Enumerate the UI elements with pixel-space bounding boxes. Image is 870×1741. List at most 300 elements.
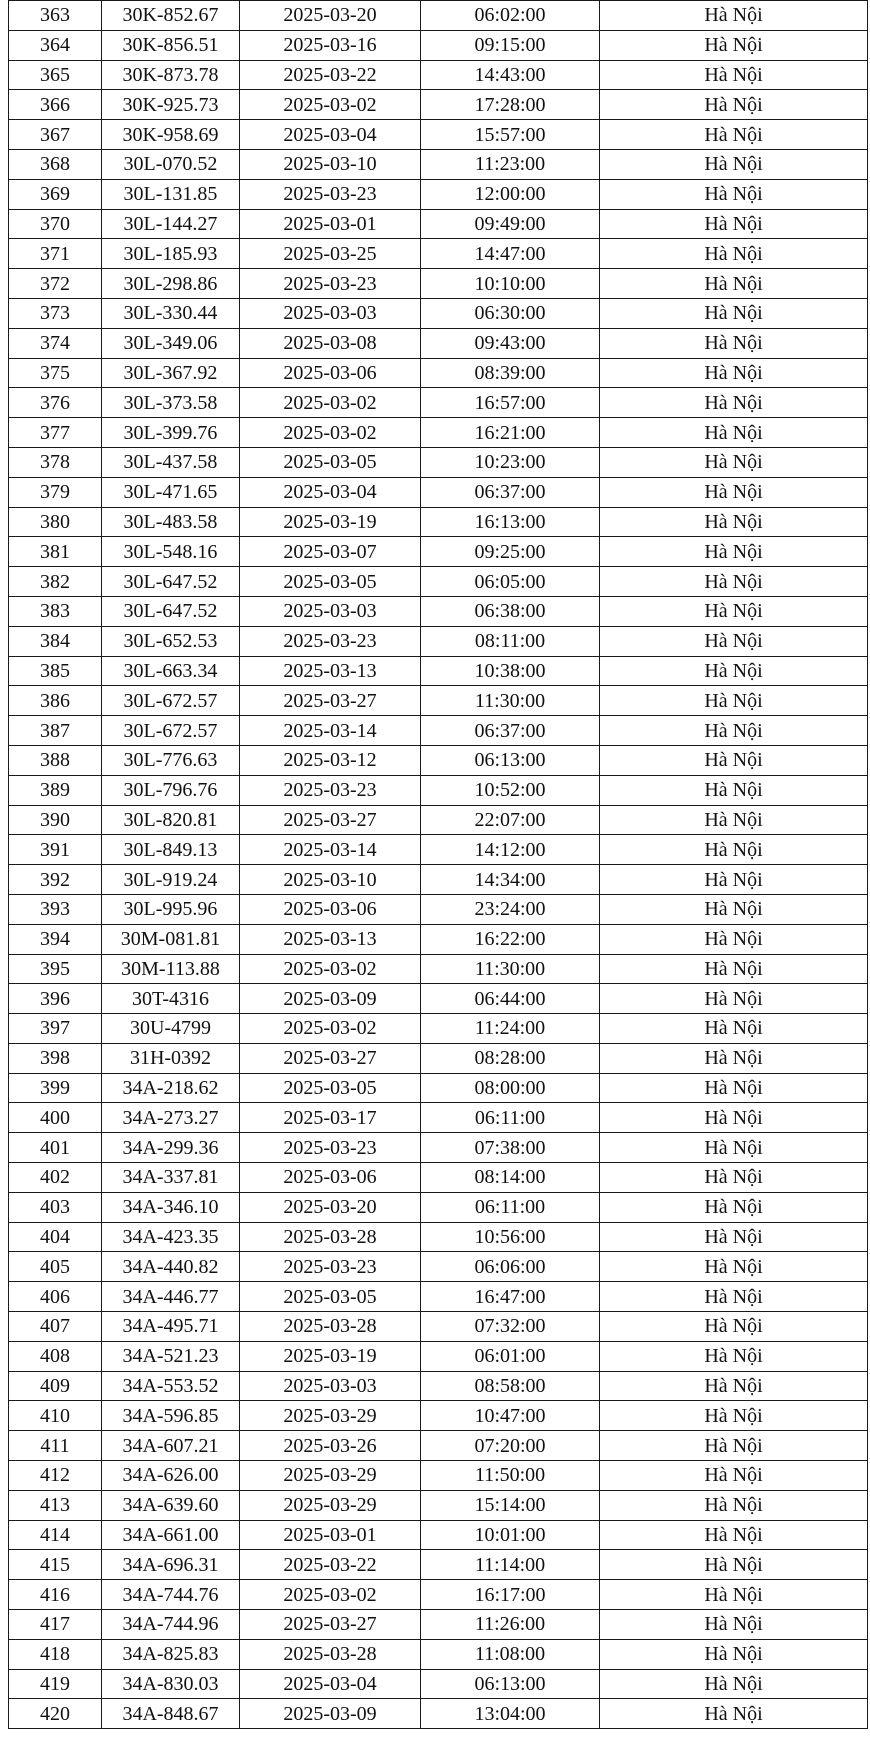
cell-time: 10:56:00 bbox=[421, 1222, 600, 1252]
cell-plate-number: 30U-4799 bbox=[102, 1014, 240, 1044]
cell-time: 14:47:00 bbox=[421, 239, 600, 269]
table-row bbox=[9, 1252, 868, 1282]
cell-index: 383 bbox=[9, 596, 102, 626]
cell-location: Hà Nội bbox=[600, 1490, 868, 1520]
cell-location: Hà Nội bbox=[600, 358, 868, 388]
cell-index: 407 bbox=[9, 1312, 102, 1342]
cell-time: 06:38:00 bbox=[421, 596, 600, 626]
cell-location: Hà Nội bbox=[600, 1550, 868, 1580]
cell-index: 380 bbox=[9, 507, 102, 537]
cell-date: 2025-03-23 bbox=[240, 269, 421, 299]
cell-plate-number: 30T-4316 bbox=[102, 984, 240, 1014]
cell-index: 376 bbox=[9, 388, 102, 418]
cell-plate-number: 30L-672.57 bbox=[102, 716, 240, 746]
table-row bbox=[9, 1312, 868, 1342]
cell-plate-number: 30L-330.44 bbox=[102, 298, 240, 328]
cell-plate-number: 30L-849.13 bbox=[102, 835, 240, 865]
cell-plate-number: 30L-471.65 bbox=[102, 477, 240, 507]
cell-location: Hà Nội bbox=[600, 1669, 868, 1699]
cell-plate-number: 34A-346.10 bbox=[102, 1192, 240, 1222]
table-row bbox=[9, 1490, 868, 1520]
cell-date: 2025-03-04 bbox=[240, 1669, 421, 1699]
cell-index: 399 bbox=[9, 1073, 102, 1103]
cell-index: 403 bbox=[9, 1192, 102, 1222]
cell-location: Hà Nội bbox=[600, 1371, 868, 1401]
cell-index: 379 bbox=[9, 477, 102, 507]
cell-index: 378 bbox=[9, 447, 102, 477]
cell-time: 06:13:00 bbox=[421, 745, 600, 775]
cell-location: Hà Nội bbox=[600, 1401, 868, 1431]
cell-date: 2025-03-07 bbox=[240, 537, 421, 567]
cell-date: 2025-03-29 bbox=[240, 1490, 421, 1520]
cell-location: Hà Nội bbox=[600, 149, 868, 179]
cell-index: 401 bbox=[9, 1133, 102, 1163]
cell-time: 22:07:00 bbox=[421, 805, 600, 835]
cell-plate-number: 34A-661.00 bbox=[102, 1520, 240, 1550]
cell-date: 2025-03-20 bbox=[240, 1192, 421, 1222]
cell-index: 412 bbox=[9, 1461, 102, 1491]
cell-index: 417 bbox=[9, 1610, 102, 1640]
cell-plate-number: 30L-672.57 bbox=[102, 686, 240, 716]
cell-time: 16:13:00 bbox=[421, 507, 600, 537]
cell-index: 406 bbox=[9, 1282, 102, 1312]
table-row bbox=[9, 1461, 868, 1491]
cell-time: 06:44:00 bbox=[421, 984, 600, 1014]
cell-plate-number: 30L-483.58 bbox=[102, 507, 240, 537]
cell-location: Hà Nội bbox=[600, 209, 868, 239]
cell-time: 23:24:00 bbox=[421, 894, 600, 924]
table-row bbox=[9, 1014, 868, 1044]
cell-date: 2025-03-28 bbox=[240, 1639, 421, 1669]
cell-date: 2025-03-13 bbox=[240, 656, 421, 686]
violation-table bbox=[8, 0, 868, 1729]
table-row bbox=[9, 358, 868, 388]
table-row bbox=[9, 507, 868, 537]
cell-date: 2025-03-23 bbox=[240, 1133, 421, 1163]
cell-index: 388 bbox=[9, 745, 102, 775]
table-row bbox=[9, 269, 868, 299]
cell-time: 06:11:00 bbox=[421, 1103, 600, 1133]
cell-plate-number: 30L-548.16 bbox=[102, 537, 240, 567]
table-row bbox=[9, 716, 868, 746]
cell-index: 420 bbox=[9, 1699, 102, 1729]
cell-date: 2025-03-04 bbox=[240, 477, 421, 507]
cell-plate-number: 30K-852.67 bbox=[102, 1, 240, 31]
cell-time: 15:14:00 bbox=[421, 1490, 600, 1520]
cell-plate-number: 34A-596.85 bbox=[102, 1401, 240, 1431]
cell-plate-number: 30L-070.52 bbox=[102, 149, 240, 179]
cell-index: 386 bbox=[9, 686, 102, 716]
cell-plate-number: 34A-521.23 bbox=[102, 1341, 240, 1371]
cell-time: 06:05:00 bbox=[421, 567, 600, 597]
cell-index: 395 bbox=[9, 954, 102, 984]
cell-plate-number: 31H-0392 bbox=[102, 1043, 240, 1073]
cell-time: 16:47:00 bbox=[421, 1282, 600, 1312]
cell-index: 392 bbox=[9, 865, 102, 895]
cell-index: 374 bbox=[9, 328, 102, 358]
cell-plate-number: 34A-848.67 bbox=[102, 1699, 240, 1729]
cell-plate-number: 34A-218.62 bbox=[102, 1073, 240, 1103]
cell-time: 09:25:00 bbox=[421, 537, 600, 567]
cell-plate-number: 30L-919.24 bbox=[102, 865, 240, 895]
cell-index: 364 bbox=[9, 30, 102, 60]
cell-location: Hà Nội bbox=[600, 745, 868, 775]
cell-time: 11:14:00 bbox=[421, 1550, 600, 1580]
cell-location: Hà Nội bbox=[600, 30, 868, 60]
cell-plate-number: 34A-626.00 bbox=[102, 1461, 240, 1491]
cell-location: Hà Nội bbox=[600, 477, 868, 507]
cell-location: Hà Nội bbox=[600, 954, 868, 984]
cell-index: 367 bbox=[9, 120, 102, 150]
table-row bbox=[9, 60, 868, 90]
cell-plate-number: 30L-663.34 bbox=[102, 656, 240, 686]
cell-index: 419 bbox=[9, 1669, 102, 1699]
cell-location: Hà Nội bbox=[600, 1133, 868, 1163]
cell-date: 2025-03-27 bbox=[240, 686, 421, 716]
cell-index: 413 bbox=[9, 1490, 102, 1520]
cell-location: Hà Nội bbox=[600, 1222, 868, 1252]
cell-time: 08:39:00 bbox=[421, 358, 600, 388]
cell-time: 10:01:00 bbox=[421, 1520, 600, 1550]
table-row bbox=[9, 1103, 868, 1133]
cell-time: 15:57:00 bbox=[421, 120, 600, 150]
cell-time: 10:47:00 bbox=[421, 1401, 600, 1431]
table-row bbox=[9, 656, 868, 686]
cell-plate-number: 34A-423.35 bbox=[102, 1222, 240, 1252]
table-row bbox=[9, 90, 868, 120]
cell-time: 08:00:00 bbox=[421, 1073, 600, 1103]
cell-time: 09:15:00 bbox=[421, 30, 600, 60]
cell-plate-number: 30L-995.96 bbox=[102, 894, 240, 924]
cell-date: 2025-03-22 bbox=[240, 60, 421, 90]
cell-time: 10:52:00 bbox=[421, 775, 600, 805]
cell-time: 06:37:00 bbox=[421, 477, 600, 507]
table-row bbox=[9, 418, 868, 448]
cell-index: 400 bbox=[9, 1103, 102, 1133]
table-row bbox=[9, 1, 868, 31]
cell-time: 16:17:00 bbox=[421, 1580, 600, 1610]
cell-date: 2025-03-22 bbox=[240, 1550, 421, 1580]
cell-index: 373 bbox=[9, 298, 102, 328]
table-row bbox=[9, 149, 868, 179]
cell-date: 2025-03-29 bbox=[240, 1401, 421, 1431]
cell-date: 2025-03-13 bbox=[240, 924, 421, 954]
cell-time: 16:21:00 bbox=[421, 418, 600, 448]
cell-index: 409 bbox=[9, 1371, 102, 1401]
cell-plate-number: 30K-958.69 bbox=[102, 120, 240, 150]
cell-plate-number: 34A-273.27 bbox=[102, 1103, 240, 1133]
cell-index: 387 bbox=[9, 716, 102, 746]
cell-plate-number: 34A-696.31 bbox=[102, 1550, 240, 1580]
cell-index: 377 bbox=[9, 418, 102, 448]
cell-plate-number: 34A-299.36 bbox=[102, 1133, 240, 1163]
cell-date: 2025-03-16 bbox=[240, 30, 421, 60]
cell-time: 11:30:00 bbox=[421, 686, 600, 716]
cell-time: 17:28:00 bbox=[421, 90, 600, 120]
cell-time: 11:50:00 bbox=[421, 1461, 600, 1491]
table-row bbox=[9, 1520, 868, 1550]
cell-location: Hà Nội bbox=[600, 1, 868, 31]
table-row bbox=[9, 1371, 868, 1401]
table-row bbox=[9, 447, 868, 477]
cell-index: 415 bbox=[9, 1550, 102, 1580]
cell-time: 06:30:00 bbox=[421, 298, 600, 328]
cell-time: 11:26:00 bbox=[421, 1610, 600, 1640]
cell-location: Hà Nội bbox=[600, 865, 868, 895]
cell-time: 14:12:00 bbox=[421, 835, 600, 865]
cell-index: 416 bbox=[9, 1580, 102, 1610]
cell-plate-number: 30L-820.81 bbox=[102, 805, 240, 835]
cell-index: 375 bbox=[9, 358, 102, 388]
cell-index: 372 bbox=[9, 269, 102, 299]
cell-plate-number: 30L-399.76 bbox=[102, 418, 240, 448]
cell-date: 2025-03-26 bbox=[240, 1431, 421, 1461]
table-body bbox=[9, 1, 868, 1729]
cell-index: 397 bbox=[9, 1014, 102, 1044]
cell-time: 06:06:00 bbox=[421, 1252, 600, 1282]
table-row bbox=[9, 30, 868, 60]
cell-date: 2025-03-28 bbox=[240, 1222, 421, 1252]
cell-location: Hà Nội bbox=[600, 388, 868, 418]
cell-index: 418 bbox=[9, 1639, 102, 1669]
cell-date: 2025-03-02 bbox=[240, 418, 421, 448]
cell-index: 363 bbox=[9, 1, 102, 31]
cell-index: 408 bbox=[9, 1341, 102, 1371]
cell-index: 402 bbox=[9, 1163, 102, 1193]
cell-plate-number: 30L-796.76 bbox=[102, 775, 240, 805]
table-row bbox=[9, 1163, 868, 1193]
table-row bbox=[9, 298, 868, 328]
cell-plate-number: 30K-925.73 bbox=[102, 90, 240, 120]
cell-location: Hà Nội bbox=[600, 1192, 868, 1222]
cell-time: 08:11:00 bbox=[421, 626, 600, 656]
cell-location: Hà Nội bbox=[600, 1520, 868, 1550]
cell-plate-number: 30L-144.27 bbox=[102, 209, 240, 239]
cell-plate-number: 30L-298.86 bbox=[102, 269, 240, 299]
cell-date: 2025-03-19 bbox=[240, 1341, 421, 1371]
cell-location: Hà Nội bbox=[600, 120, 868, 150]
cell-date: 2025-03-29 bbox=[240, 1461, 421, 1491]
cell-plate-number: 34A-744.76 bbox=[102, 1580, 240, 1610]
cell-location: Hà Nội bbox=[600, 90, 868, 120]
cell-plate-number: 34A-744.96 bbox=[102, 1610, 240, 1640]
cell-time: 07:20:00 bbox=[421, 1431, 600, 1461]
cell-plate-number: 30L-437.58 bbox=[102, 447, 240, 477]
cell-date: 2025-03-23 bbox=[240, 626, 421, 656]
table-row bbox=[9, 1639, 868, 1669]
cell-index: 384 bbox=[9, 626, 102, 656]
cell-time: 08:58:00 bbox=[421, 1371, 600, 1401]
cell-date: 2025-03-05 bbox=[240, 567, 421, 597]
cell-index: 370 bbox=[9, 209, 102, 239]
cell-location: Hà Nội bbox=[600, 269, 868, 299]
cell-date: 2025-03-02 bbox=[240, 388, 421, 418]
table-row bbox=[9, 775, 868, 805]
cell-date: 2025-03-03 bbox=[240, 298, 421, 328]
cell-plate-number: 30L-373.58 bbox=[102, 388, 240, 418]
cell-index: 382 bbox=[9, 567, 102, 597]
cell-index: 404 bbox=[9, 1222, 102, 1252]
cell-time: 09:43:00 bbox=[421, 328, 600, 358]
cell-date: 2025-03-02 bbox=[240, 90, 421, 120]
table-row bbox=[9, 1043, 868, 1073]
cell-time: 06:01:00 bbox=[421, 1341, 600, 1371]
cell-time: 10:38:00 bbox=[421, 656, 600, 686]
cell-date: 2025-03-01 bbox=[240, 209, 421, 239]
cell-location: Hà Nội bbox=[600, 1312, 868, 1342]
cell-plate-number: 30L-647.52 bbox=[102, 596, 240, 626]
cell-location: Hà Nội bbox=[600, 1043, 868, 1073]
cell-time: 11:08:00 bbox=[421, 1639, 600, 1669]
cell-location: Hà Nội bbox=[600, 239, 868, 269]
table-row bbox=[9, 239, 868, 269]
table-row bbox=[9, 477, 868, 507]
cell-location: Hà Nội bbox=[600, 567, 868, 597]
cell-date: 2025-03-04 bbox=[240, 120, 421, 150]
table-row bbox=[9, 328, 868, 358]
cell-location: Hà Nội bbox=[600, 805, 868, 835]
cell-location: Hà Nội bbox=[600, 626, 868, 656]
table-row bbox=[9, 1073, 868, 1103]
cell-time: 11:24:00 bbox=[421, 1014, 600, 1044]
cell-time: 11:30:00 bbox=[421, 954, 600, 984]
cell-date: 2025-03-06 bbox=[240, 358, 421, 388]
table-row bbox=[9, 1550, 868, 1580]
cell-location: Hà Nội bbox=[600, 984, 868, 1014]
cell-plate-number: 30L-647.52 bbox=[102, 567, 240, 597]
cell-time: 14:43:00 bbox=[421, 60, 600, 90]
cell-index: 385 bbox=[9, 656, 102, 686]
cell-location: Hà Nội bbox=[600, 716, 868, 746]
cell-index: 365 bbox=[9, 60, 102, 90]
cell-date: 2025-03-05 bbox=[240, 1282, 421, 1312]
cell-plate-number: 30K-873.78 bbox=[102, 60, 240, 90]
cell-time: 10:10:00 bbox=[421, 269, 600, 299]
cell-index: 394 bbox=[9, 924, 102, 954]
cell-time: 16:22:00 bbox=[421, 924, 600, 954]
cell-location: Hà Nội bbox=[600, 447, 868, 477]
cell-location: Hà Nội bbox=[600, 60, 868, 90]
cell-location: Hà Nội bbox=[600, 1282, 868, 1312]
cell-date: 2025-03-03 bbox=[240, 1371, 421, 1401]
cell-location: Hà Nội bbox=[600, 1461, 868, 1491]
cell-index: 410 bbox=[9, 1401, 102, 1431]
table-row bbox=[9, 865, 868, 895]
table-row bbox=[9, 954, 868, 984]
cell-plate-number: 30L-185.93 bbox=[102, 239, 240, 269]
cell-location: Hà Nội bbox=[600, 835, 868, 865]
table-row bbox=[9, 596, 868, 626]
cell-location: Hà Nội bbox=[600, 656, 868, 686]
cell-date: 2025-03-19 bbox=[240, 507, 421, 537]
cell-location: Hà Nội bbox=[600, 686, 868, 716]
table-row bbox=[9, 120, 868, 150]
cell-time: 06:37:00 bbox=[421, 716, 600, 746]
cell-time: 13:04:00 bbox=[421, 1699, 600, 1729]
table-row bbox=[9, 209, 868, 239]
cell-location: Hà Nội bbox=[600, 596, 868, 626]
cell-location: Hà Nội bbox=[600, 328, 868, 358]
cell-location: Hà Nội bbox=[600, 1699, 868, 1729]
table-row bbox=[9, 1282, 868, 1312]
cell-time: 06:02:00 bbox=[421, 1, 600, 31]
cell-plate-number: 30L-652.53 bbox=[102, 626, 240, 656]
cell-date: 2025-03-09 bbox=[240, 984, 421, 1014]
table-row bbox=[9, 626, 868, 656]
cell-location: Hà Nội bbox=[600, 1252, 868, 1282]
table-row bbox=[9, 388, 868, 418]
table-row bbox=[9, 1699, 868, 1729]
cell-plate-number: 30K-856.51 bbox=[102, 30, 240, 60]
cell-date: 2025-03-12 bbox=[240, 745, 421, 775]
cell-date: 2025-03-03 bbox=[240, 596, 421, 626]
cell-location: Hà Nội bbox=[600, 179, 868, 209]
cell-index: 398 bbox=[9, 1043, 102, 1073]
table-row bbox=[9, 835, 868, 865]
cell-plate-number: 30L-367.92 bbox=[102, 358, 240, 388]
table-row bbox=[9, 179, 868, 209]
cell-date: 2025-03-02 bbox=[240, 1014, 421, 1044]
cell-location: Hà Nội bbox=[600, 1431, 868, 1461]
cell-plate-number: 30M-113.88 bbox=[102, 954, 240, 984]
cell-location: Hà Nội bbox=[600, 1073, 868, 1103]
cell-date: 2025-03-28 bbox=[240, 1312, 421, 1342]
cell-index: 368 bbox=[9, 149, 102, 179]
cell-date: 2025-03-25 bbox=[240, 239, 421, 269]
cell-index: 396 bbox=[9, 984, 102, 1014]
cell-time: 06:13:00 bbox=[421, 1669, 600, 1699]
cell-plate-number: 34A-639.60 bbox=[102, 1490, 240, 1520]
cell-location: Hà Nội bbox=[600, 507, 868, 537]
cell-plate-number: 34A-446.77 bbox=[102, 1282, 240, 1312]
cell-location: Hà Nội bbox=[600, 1341, 868, 1371]
cell-plate-number: 34A-495.71 bbox=[102, 1312, 240, 1342]
cell-plate-number: 30L-131.85 bbox=[102, 179, 240, 209]
cell-date: 2025-03-27 bbox=[240, 805, 421, 835]
cell-plate-number: 34A-337.81 bbox=[102, 1163, 240, 1193]
cell-index: 369 bbox=[9, 179, 102, 209]
cell-date: 2025-03-14 bbox=[240, 835, 421, 865]
table-row bbox=[9, 745, 868, 775]
cell-location: Hà Nội bbox=[600, 894, 868, 924]
cell-date: 2025-03-23 bbox=[240, 179, 421, 209]
cell-time: 06:11:00 bbox=[421, 1192, 600, 1222]
cell-date: 2025-03-20 bbox=[240, 1, 421, 31]
cell-date: 2025-03-17 bbox=[240, 1103, 421, 1133]
cell-time: 07:38:00 bbox=[421, 1133, 600, 1163]
table-row bbox=[9, 1133, 868, 1163]
cell-time: 10:23:00 bbox=[421, 447, 600, 477]
cell-index: 381 bbox=[9, 537, 102, 567]
cell-plate-number: 34A-607.21 bbox=[102, 1431, 240, 1461]
cell-date: 2025-03-23 bbox=[240, 775, 421, 805]
cell-location: Hà Nội bbox=[600, 1580, 868, 1610]
cell-time: 08:14:00 bbox=[421, 1163, 600, 1193]
cell-index: 371 bbox=[9, 239, 102, 269]
table-row bbox=[9, 1222, 868, 1252]
cell-date: 2025-03-02 bbox=[240, 954, 421, 984]
cell-time: 09:49:00 bbox=[421, 209, 600, 239]
table-row bbox=[9, 537, 868, 567]
cell-date: 2025-03-08 bbox=[240, 328, 421, 358]
cell-location: Hà Nội bbox=[600, 1103, 868, 1133]
table-row bbox=[9, 1192, 868, 1222]
cell-date: 2025-03-27 bbox=[240, 1610, 421, 1640]
cell-date: 2025-03-27 bbox=[240, 1043, 421, 1073]
cell-date: 2025-03-02 bbox=[240, 1580, 421, 1610]
table-row bbox=[9, 1669, 868, 1699]
cell-plate-number: 30M-081.81 bbox=[102, 924, 240, 954]
